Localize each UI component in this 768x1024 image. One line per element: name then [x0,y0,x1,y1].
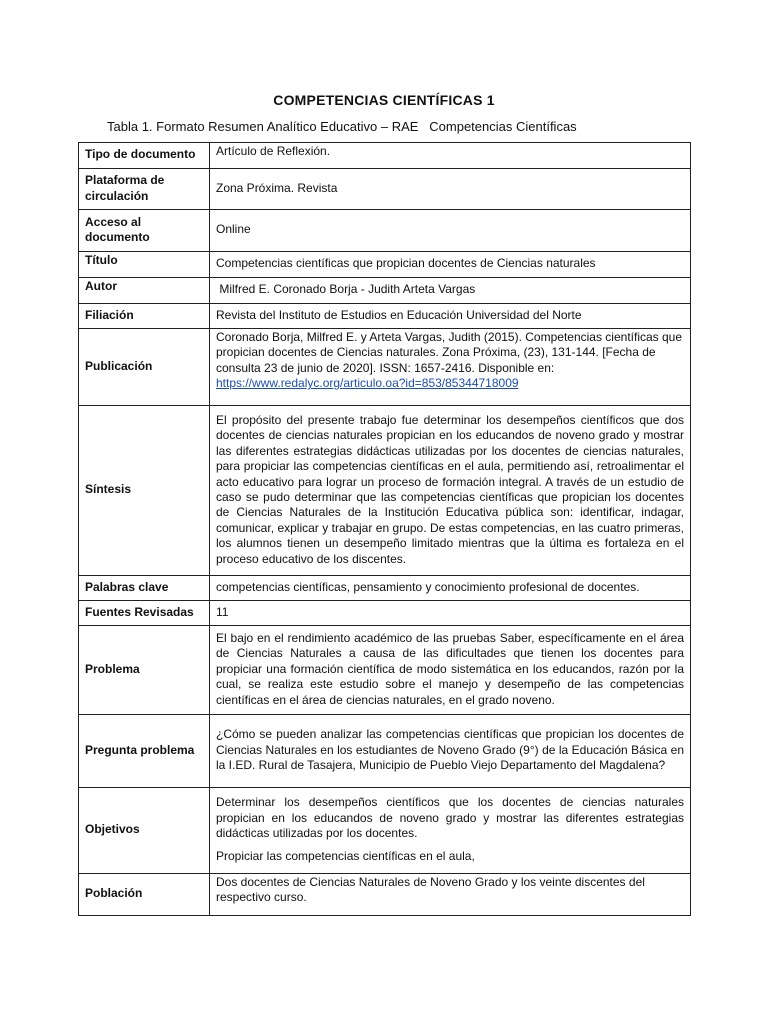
publicacion-text: Coronado Borja, Milfred E. y Arteta Vargas, Judith (2015). Competencias científicas que propician docentes de Ciencias naturales. Zona Próxima, (23), 131-144. [Fecha de consulta 23 de junio de 2020]. ISSN: 1657-2416. Disponible en: [216,330,683,375]
table-row [79,626,691,715]
row-value-poblacion: Dos docentes de Ciencias Naturales de Noveno Grado y los veinte discentes del respectivo curso. [210,874,691,916]
row-value-titulo: Competencias científicas que propician docentes de Ciencias naturales [210,252,691,278]
row-value-autor: Milfred E. Coronado Borja - Judith Arteta Vargas [210,278,691,304]
row-label-autor: Autor [79,278,210,304]
row-value-filiacion: Revista del Instituto de Estudios en Educación Universidad del Norte [210,304,691,329]
row-label-publicacion: Publicación [79,329,210,406]
row-label-objetivos: Objetivos [79,788,210,874]
table-row [79,601,691,626]
row-label-titulo: Título [79,252,210,278]
row-value-plataforma: Zona Próxima. Revista [210,169,691,210]
row-value-publicacion [210,329,691,406]
row-value-pregunta: ¿Cómo se pueden analizar las competencias científicas que propician los docentes de Ciencias Naturales en los estudiantes de Noveno Grado (9°) de la Educación Básica en la I.ED. Rural de Tasajera, Municipio de Pueblo Viejo Departamento del Magdalena? [210,715,691,788]
table-row [79,329,691,406]
table-row [79,715,691,788]
document-title: COMPETENCIAS CIENTÍFICAS 1 [273,92,495,108]
table-row [79,169,691,210]
row-value-objetivos [210,788,691,874]
row-label-fuentes: Fuentes Revisadas [79,601,210,626]
table-row [79,874,691,916]
rae-table [78,142,691,916]
table-row [79,210,691,252]
row-label-palabras: Palabras clave [79,576,210,601]
row-label-pregunta: Pregunta problema [79,715,210,788]
row-label-tipo: Tipo de documento [79,143,210,169]
row-value-sintesis: El propósito del presente trabajo fue determinar los desempeños científicos que dos docentes de ciencias naturales propician en los educandos de noveno grado y mostrar las diferentes estrategias didácticas utilizadas por los docentes de ciencias naturales, para propiciar las competencias científicas en el aula, permitiendo así, retroalimentar el acto educativo para lograr un proceso de formación integral. A través de un estudio de caso se pudo determinar que las competencias científicas que propician los docentes de Ciencias Naturales de la Institución Educativa pública son: identificar, indagar, comunicar, explicar y trabajar en grupo. De estas competencias, en las cuatro primeras, los alumnos tienen un desempeño limitado mientras que la última es fortaleza en el proceso educativo de los discentes. [210,406,691,576]
table-row [79,252,691,278]
table-row [79,406,691,576]
table-row [79,788,691,874]
table-row [79,278,691,304]
objetivo-1: Determinar los desempeños científicos que los docentes de ciencias naturales propician en los educandos de noveno grado y mostrar las diferentes estrategias didácticas utilizadas por los docentes. [216,795,684,840]
row-label-plataforma: Plataforma de circulación [79,169,210,210]
row-label-sintesis: Síntesis [79,406,210,576]
row-label-acceso: Acceso al documento [79,210,210,252]
row-label-filiacion: Filiación [79,304,210,329]
row-label-poblacion: Población [79,874,210,916]
row-value-acceso: Online [210,210,691,252]
row-value-problema: El bajo en el rendimiento académico de las pruebas Saber, específicamente en el área de Ciencias Naturales a causa de las dificultades que tienen los docentes para propiciar una formación científica de modo sistemática en los educandos, razón por la cual, se realiza este estudio sobre el manejo y desempeño de las competencias científicas en el área de ciencias naturales, en el grado noveno. [210,626,691,715]
table-caption: Tabla 1. Formato Resumen Analítico Educativo – RAE Competencias Científicas [107,119,577,134]
row-value-fuentes: 11 [210,601,691,626]
table-row [79,143,691,169]
objetivo-2: Propiciar las competencias científicas en el aula, [216,849,475,864]
row-value-tipo: Artículo de Reflexión. [210,143,691,169]
row-label-problema: Problema [79,626,210,715]
table-row [79,576,691,601]
row-value-palabras: competencias científicas, pensamiento y conocimiento profesional de docentes. [210,576,691,601]
table-row [79,304,691,329]
redalyc-link[interactable]: https://www.redalyc.org/articulo.oa?id=853/85344718009 [216,376,519,391]
